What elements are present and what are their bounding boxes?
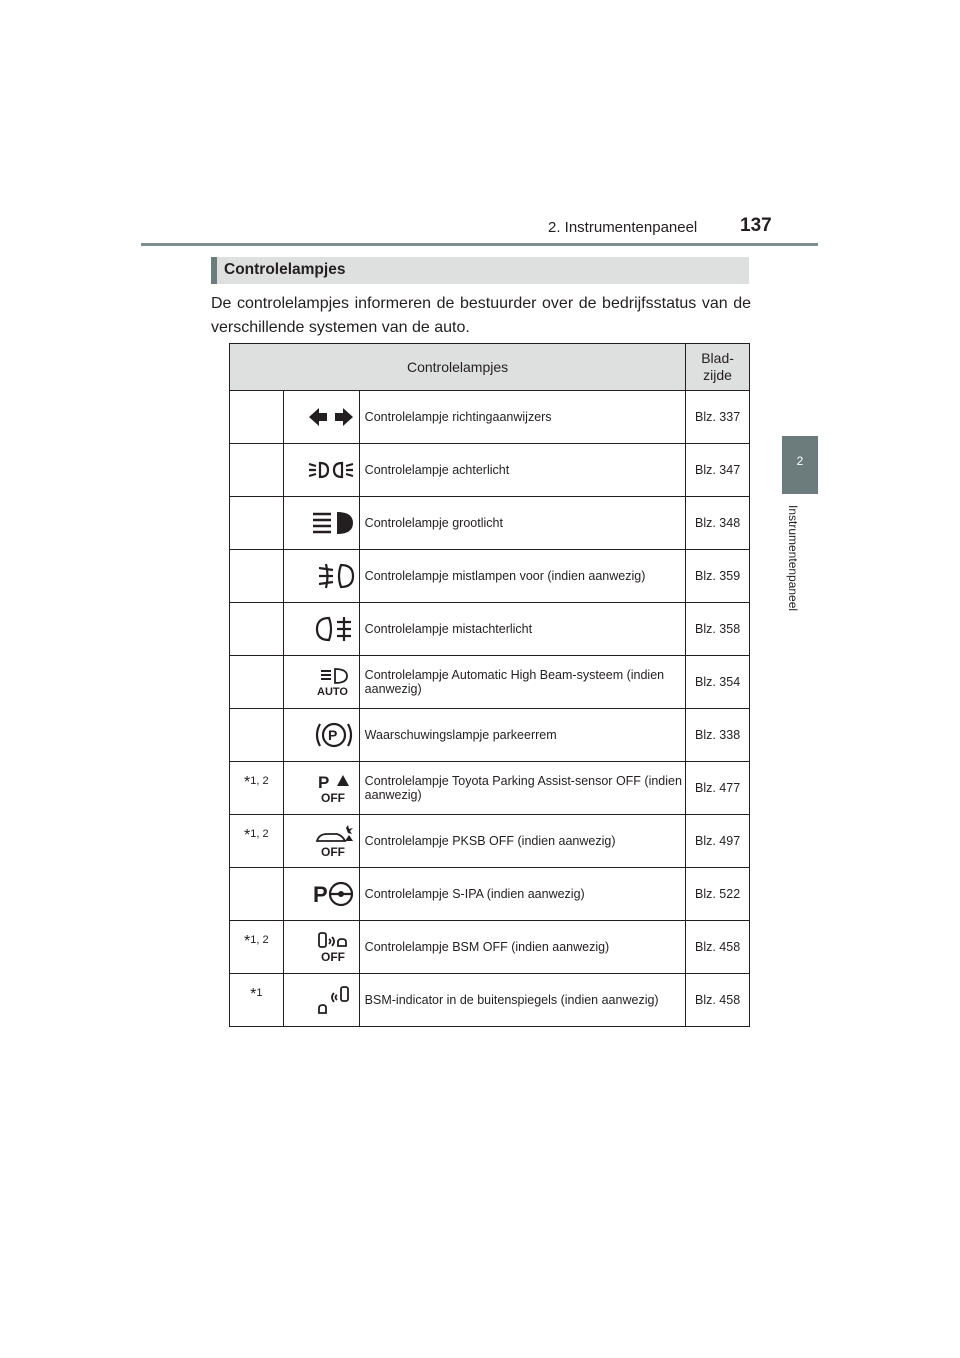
svg-text:OFF: OFF [320,791,345,804]
chapter-label: Instrumentenpaneel [786,505,800,612]
page-reference[interactable]: Blz. 354 [686,656,750,709]
footnote-marker: *1 [250,986,263,1003]
indicator-label: Controlelampje grootlicht [359,497,685,550]
footnote-cell [230,550,284,603]
s-ipa-icon [284,880,355,908]
footnote-cell [230,868,284,921]
tail-light-icon [284,458,355,482]
table-row [230,497,750,550]
footnote-marker: *1, 2 [243,933,269,950]
footnote-cell [230,921,284,974]
page-reference[interactable]: Blz. 338 [686,709,750,762]
footnote-cell [230,391,284,444]
footnote-number: 1, 2 [250,828,269,840]
section-accent [211,257,217,284]
indicator-label: Controlelampje mistachterlicht [359,603,685,656]
icon-cell [283,974,359,1027]
indicator-label: Controlelampje richtingaanwijzers [359,391,685,444]
svg-text:P: P [312,882,328,907]
footnote-marker: *1, 2 [243,827,269,844]
running-header: 2. Instrumentenpaneel [548,219,698,236]
table-header-row [230,344,750,391]
svg-text:OFF: OFF [320,950,345,963]
footnote-number: 1 [256,987,263,999]
indicator-label: Controlelampje S-IPA (indien aanwezig) [359,868,685,921]
table-row [230,550,750,603]
rear-fog-light-icon [284,615,355,643]
icon-cell [283,868,359,921]
footnote-marker: *1, 2 [243,774,269,791]
indicator-label: Controlelampje BSM OFF (indien aanwezig) [359,921,685,974]
svg-text:P: P [317,773,330,792]
page-reference[interactable]: Blz. 522 [686,868,750,921]
indicator-label: Waarschuwingslampje parkeerrem [359,709,685,762]
indicator-label: Controlelampje Toyota Parking Assist-sensor OFF (indien aanwezig) [359,762,685,815]
table-row [230,974,750,1027]
icon-cell [283,497,359,550]
indicator-label: Controlelampje achterlicht [359,444,685,497]
column-header-indicators: Controlelampjes [230,344,686,391]
icon-cell [283,709,359,762]
indicator-label: Controlelampje mistlampen voor (indien aanwezig) [359,550,685,603]
bsm-off-icon [284,931,355,963]
table-row [230,709,750,762]
table-row [230,815,750,868]
table-row [230,444,750,497]
svg-text:AUTO: AUTO [316,686,348,697]
icon-cell [283,815,359,868]
footnote-number: 1, 2 [250,775,269,787]
indicator-label: Controlelampje Automatic High Beam-systeem (indien aanwezig) [359,656,685,709]
chapter-tab[interactable] [782,436,818,494]
auto-high-beam-icon [284,667,355,697]
page-reference[interactable]: Blz. 337 [686,391,750,444]
icon-cell [283,762,359,815]
table-row [230,391,750,444]
parking-brake-icon [284,719,355,751]
column-header-page: Blad- zijde [686,344,750,391]
page-number: 137 [740,215,772,236]
footnote-cell [230,603,284,656]
page-reference[interactable]: Blz. 477 [686,762,750,815]
chapter-number: 2 [796,454,804,468]
header-rule [141,243,818,246]
footnote-cell [230,762,284,815]
pksb-off-icon [284,824,355,858]
section-heading [211,257,749,284]
footnote-cell [230,815,284,868]
svg-text:OFF: OFF [320,845,345,858]
footnote-cell [230,974,284,1027]
section-title: Controlelampjes [224,261,346,278]
svg-text:P: P [327,727,338,743]
icon-cell [283,656,359,709]
table-row [230,921,750,974]
indicator-label: BSM-indicator in de buitenspiegels (indien aanwezig) [359,974,685,1027]
table-row [230,656,750,709]
icon-cell [283,550,359,603]
footnote-cell [230,656,284,709]
page-reference[interactable]: Blz. 348 [686,497,750,550]
footnote-cell [230,444,284,497]
page-reference[interactable]: Blz. 359 [686,550,750,603]
icon-cell [283,391,359,444]
indicator-label: Controlelampje PKSB OFF (indien aanwezig) [359,815,685,868]
parking-assist-off-icon [284,772,355,804]
footnote-cell [230,709,284,762]
indicator-table [229,343,750,1027]
page-reference[interactable]: Blz. 358 [686,603,750,656]
high-beam-icon [284,510,355,536]
icon-cell [283,921,359,974]
front-fog-light-icon [284,562,355,590]
table-row [230,868,750,921]
icon-cell [283,603,359,656]
footnote-number: 1, 2 [250,934,269,946]
page-reference[interactable]: Blz. 497 [686,815,750,868]
intro-paragraph: De controlelampjes informeren de bestuurder over de bedrijfsstatus van de verschillende systemen van de auto. [211,295,751,336]
table-row [230,762,750,815]
table-row [230,603,750,656]
page-reference[interactable]: Blz. 347 [686,444,750,497]
turn-signal-icon [284,405,355,429]
page-reference[interactable]: Blz. 458 [686,974,750,1027]
bsm-mirror-indicator-icon [284,984,355,1016]
page-reference[interactable]: Blz. 458 [686,921,750,974]
footnote-cell [230,497,284,550]
icon-cell [283,444,359,497]
